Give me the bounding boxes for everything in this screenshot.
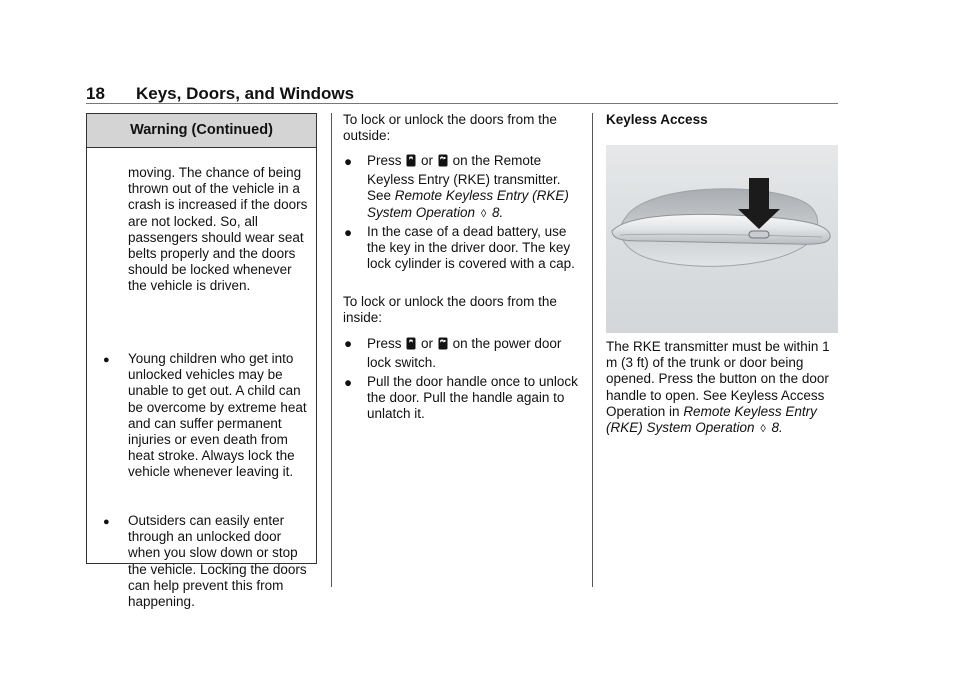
unlock-icon [438,337,448,354]
outside-intro: To lock or unlock the doors from the outside: [343,112,557,144]
or-word: or [421,336,434,351]
page-header [86,84,838,104]
inside-bullet-switch [367,335,583,371]
column-divider-2 [592,113,593,587]
press-word: Press [367,336,402,351]
page-ref-icon: ◊ [760,423,766,436]
page-ref-icon: ◊ [480,207,487,220]
header-divider [86,103,838,104]
lock-icon [406,337,416,354]
see-word: See [367,188,392,203]
keyless-paragraph [606,339,838,437]
door-handle-photo [606,145,838,333]
column-divider-1 [331,113,332,587]
inside-bullet-handle: Pull the door handle once to unlock the door. Pull the handle again to unlatch it. [367,374,578,422]
bullet-marker: ● [344,154,353,169]
switch-rest: on the power door lock switch. [367,336,562,370]
bullet-marker: ● [344,225,353,240]
warning-bullet-children: Young children who get into unlocked vehicles may be unable to get out. A child can be overcome by extreme heat and can suffer permanent injuries or even death from heat stroke. Always lock the vehicle whenever leaving it. [128,351,307,480]
page-number: 18 [86,84,105,103]
press-word: Press [367,153,402,168]
bullet-marker: ● [103,354,110,366]
section-title: Keys, Doors, and Windows [136,84,355,103]
warning-bullet-outsiders: Outsiders can easily enter through an unlocked door when you slow down or stop the vehicle. Locking the doors can help prevent this from happening. [128,513,307,610]
keyless-access-heading: Keyless Access [606,112,708,127]
outside-bullet-remote [367,153,583,222]
keyless-text: The RKE transmitter must be within 1 m (3 ft) of the trunk or door being opened. Press the button on the door handle to open. See Keyless Access Operation in [606,339,830,419]
rke-page[interactable]: 8. [771,420,783,436]
bullet-marker: ● [103,516,110,528]
inside-intro: To lock or unlock the doors from the inside: [343,294,557,326]
remote-rest: on the Remote Keyless Entry (RKE) transmitter. [367,153,561,187]
outside-bullet-battery: In the case of a dead battery, use the key in the driver door. The key lock cylinder is covered with a cap. [367,224,575,272]
warning-continued-text: moving. The chance of being thrown out of the vehicle in a crash is increased if the doors are not locked. So, all passengers should wear seat belts properly and the doors should be locked whenever the vehicle is driven. [128,165,308,294]
warning-title: Warning (Continued) [87,114,316,148]
warning-box [86,113,317,610]
bullet-marker: ● [344,336,353,351]
lock-icon [406,154,416,172]
or-word: or [421,153,434,168]
rke-page[interactable]: 8. [492,204,504,220]
rke-link[interactable]: Remote Keyless Entry (RKE) System Operation [606,403,817,436]
bullet-marker: ● [344,375,353,390]
rke-link[interactable]: Remote Keyless Entry (RKE) System Operation [367,188,569,220]
unlock-icon [438,154,448,172]
